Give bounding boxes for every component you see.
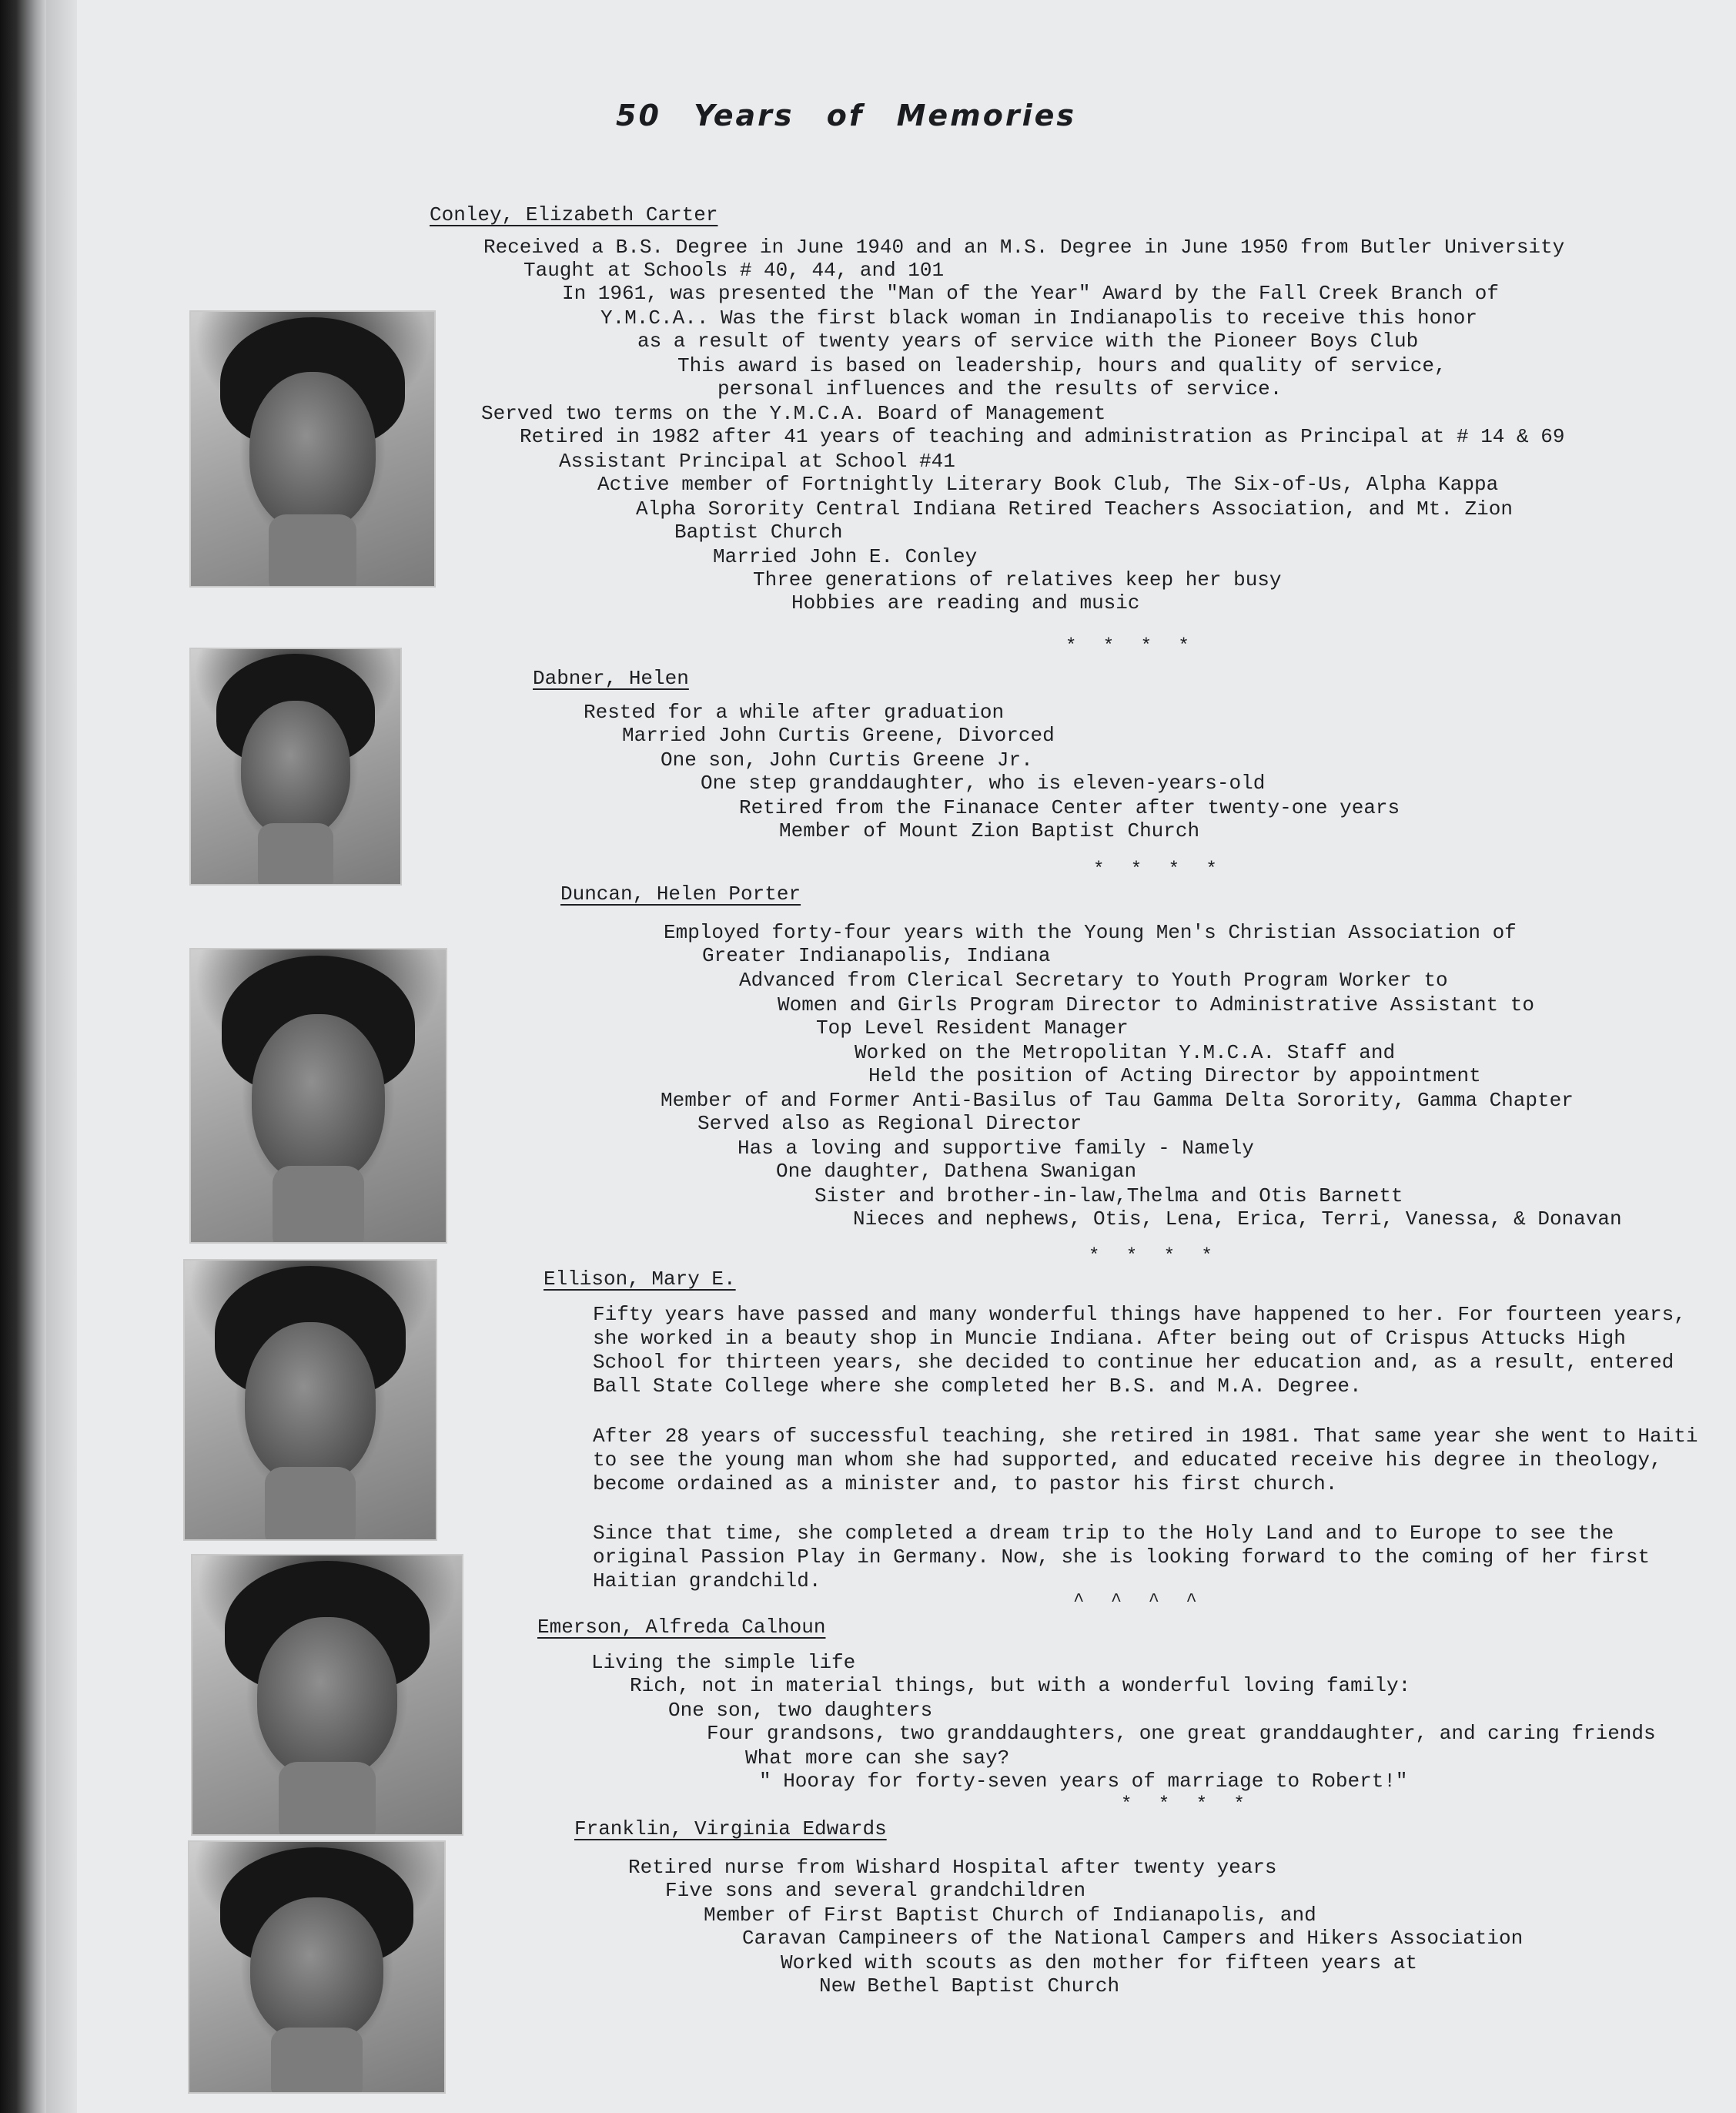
book-binding: [0, 0, 46, 2113]
entry-name: Duncan, Helen Porter: [560, 882, 801, 906]
entry-paragraph: After 28 years of successful teaching, she retired in 1981. That same year she went to Haiti to see the young man whom she had supported, and educated receive his degree in theology, become ordained as a minister and, to pastor his first church.: [593, 1425, 1698, 1495]
entry-line: One daughter, Dathena Swanigan: [776, 1160, 1137, 1183]
entry-line: Has a loving and supportive family - Namely: [738, 1137, 1254, 1160]
entry-line: " Hooray for forty-seven years of marriage to Robert!": [759, 1770, 1408, 1793]
entry-line: Worked on the Metropolitan Y.M.C.A. Staff and: [855, 1041, 1396, 1064]
page-gutter: [46, 0, 77, 2113]
entry-line: One step granddaughter, who is eleven-years-old: [701, 772, 1266, 795]
entry-paragraph: Since that time, she completed a dream trip to the Holy Land and to Europe to see the original Passion Play in Germany. Now, she is looking forward to the coming of her first Haitian grandchild.: [593, 1522, 1651, 1592]
entry-line: Living the simple life: [591, 1651, 856, 1674]
entry-name: Franklin, Virginia Edwards: [574, 1817, 887, 1840]
entry-line: Member of First Baptist Church of Indianapolis, and: [704, 1904, 1316, 1927]
entry-line: Greater Indianapolis, Indiana: [702, 944, 1051, 967]
section-separator: * * * *: [1089, 1246, 1220, 1267]
entry-line: Five sons and several grandchildren: [665, 1879, 1086, 1902]
entry-line: personal influences and the results of service.: [717, 377, 1283, 400]
portrait-photo-franklin: [189, 1842, 444, 2092]
portrait-photo-conley: [191, 312, 434, 586]
entry-line: Women and Girls Program Director to Administrative Assistant to: [778, 993, 1534, 1016]
entry-line: Sister and brother-in-law,Thelma and Otis Barnett: [814, 1184, 1403, 1207]
entry-line: What more can she say?: [745, 1746, 1010, 1770]
entry-name: Dabner, Helen: [533, 667, 689, 690]
entry-line: Served also as Regional Director: [697, 1112, 1082, 1135]
entry-line: Held the position of Acting Director by appointment: [868, 1064, 1481, 1087]
portrait-photo-duncan: [191, 949, 446, 1242]
entry-line: Nieces and nephews, Otis, Lena, Erica, Terri, Vanessa, & Donavan: [853, 1207, 1622, 1231]
entry-line: Three generations of relatives keep her busy: [753, 568, 1282, 591]
entry-line: Received a B.S. Degree in June 1940 and an M.S. Degree in June 1950 from Butler University: [483, 236, 1565, 259]
entry-line: Alpha Sorority Central Indiana Retired Teachers Association, and Mt. Zion: [636, 497, 1513, 521]
entry-line: Married John Curtis Greene, Divorced: [622, 724, 1055, 747]
entry-paragraph: Fifty years have passed and many wonderful things have happened to her. For fourteen years, she worked in a beauty shop in Muncie Indiana. After being out of Crispus Attucks High School for thirteen years, she decided to continue her education and, as a result, entered Ball State College where she completed her B.S. and M.A. Degree.: [593, 1303, 1686, 1398]
section-separator: * * * *: [1121, 1794, 1253, 1815]
entry-line: Rested for a while after graduation: [584, 701, 1005, 724]
entry-line: One son, two daughters: [668, 1699, 933, 1722]
entry-line: Member of Mount Zion Baptist Church: [779, 819, 1200, 842]
entry-line: In 1961, was presented the "Man of the Year" Award by the Fall Creek Branch of: [562, 282, 1499, 305]
entry-line: Retired in 1982 after 41 years of teaching and administration as Principal at # 14 & 69: [520, 425, 1565, 448]
page-title: 50 Years of Memories: [616, 99, 1077, 132]
entry-line: Assistant Principal at School #41: [559, 450, 955, 473]
entry-line: This award is based on leadership, hours and quality of service,: [677, 354, 1447, 377]
entry-line: One son, John Curtis Greene Jr.: [661, 748, 1033, 772]
entry-line: New Bethel Baptist Church: [819, 1974, 1120, 1997]
entry-line: Taught at Schools # 40, 44, and 101: [523, 259, 945, 282]
entry-line: as a result of twenty years of service with the Pioneer Boys Club: [637, 330, 1419, 353]
entry-name: Conley, Elizabeth Carter: [430, 203, 718, 226]
portrait-photo-ellison: [185, 1261, 436, 1539]
section-separator: * * * *: [1093, 859, 1225, 880]
section-separator: ^ ^ ^ ^: [1073, 1591, 1205, 1612]
entry-line: Member of and Former Anti-Basilus of Tau Gamma Delta Sorority, Gamma Chapter: [661, 1089, 1574, 1112]
entry-line: Four grandsons, two granddaughters, one great granddaughter, and caring friends: [707, 1722, 1656, 1745]
entry-line: Retired nurse from Wishard Hospital after twenty years: [628, 1856, 1277, 1879]
entry-line: Rich, not in material things, but with a wonderful loving family:: [630, 1674, 1411, 1697]
entry-line: Employed forty-four years with the Young Men's Christian Association of: [664, 921, 1517, 944]
entry-name: Emerson, Alfreda Calhoun: [537, 1616, 826, 1639]
entry-line: Served two terms on the Y.M.C.A. Board of Management: [481, 402, 1106, 425]
section-separator: * * * *: [1065, 636, 1197, 657]
portrait-photo-emerson: [192, 1555, 462, 1834]
entry-name: Ellison, Mary E.: [544, 1267, 736, 1291]
entry-line: Advanced from Clerical Secretary to Youth Program Worker to: [739, 969, 1448, 992]
entry-line: Top Level Resident Manager: [816, 1016, 1129, 1040]
entry-line: Married John E. Conley: [713, 545, 978, 568]
portrait-photo-dabner: [191, 649, 400, 884]
entry-line: Worked with scouts as den mother for fifteen years at: [781, 1951, 1417, 1974]
entry-line: Hobbies are reading and music: [791, 591, 1140, 614]
entry-line: Baptist Church: [674, 521, 843, 544]
entry-line: Caravan Campineers of the National Campers and Hikers Association: [742, 1927, 1524, 1950]
entry-line: Y.M.C.A.. Was the first black woman in Indianapolis to receive this honor: [600, 306, 1477, 330]
entry-line: Retired from the Finanace Center after twenty-one years: [739, 796, 1400, 819]
entry-line: Active member of Fortnightly Literary Book Club, The Six-of-Us, Alpha Kappa: [597, 473, 1499, 496]
